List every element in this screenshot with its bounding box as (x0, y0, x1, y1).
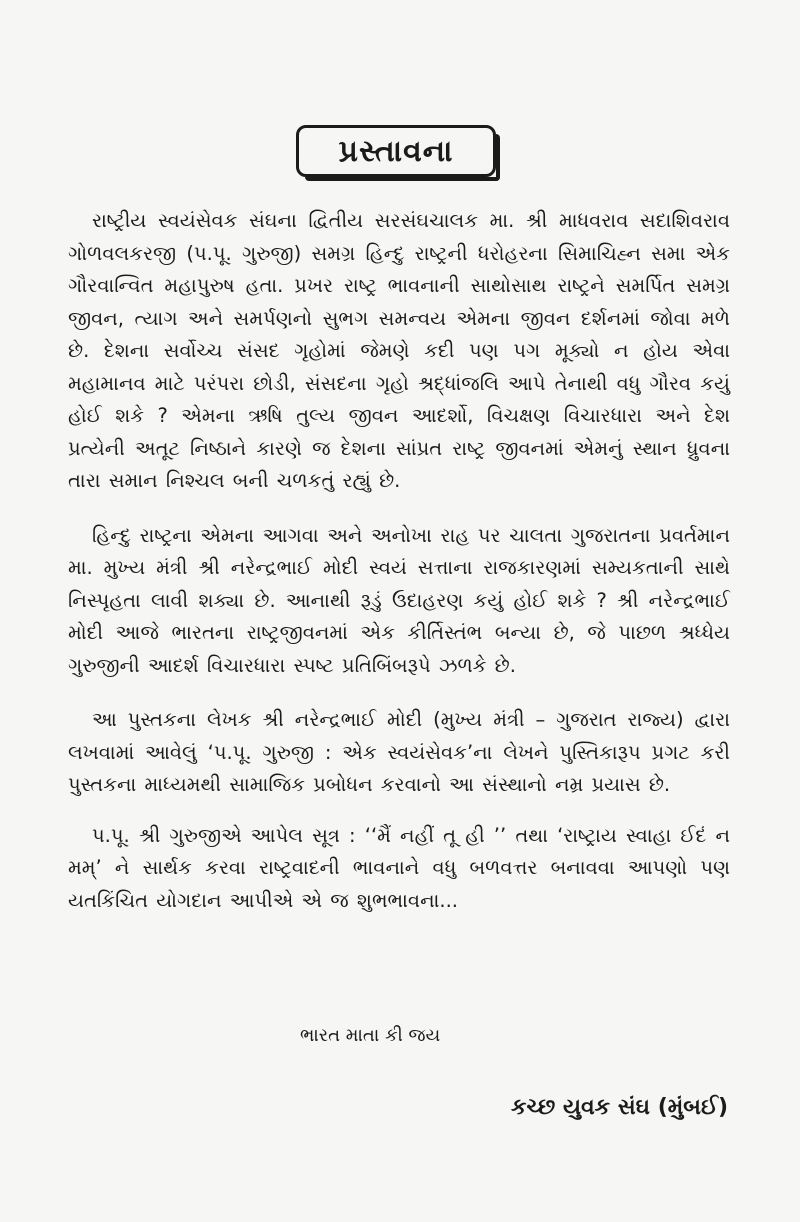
paragraph-2: હિન્દુ રાષ્ટ્રના એમના આગવા અને અનોખા રાહ પર ચાલતા ગુજરાતના પ્રવર્તમાન મા. મુખ્ય મંત્રી શ્રી નરેન્દ્રભાઈ મોદી સ્વયં સત્તાના રાજકારણમાં સમ્યકતાની સાથે નિસ્પૃહતા લાવી શક્યા છે. આનાથી રૂડું ઉદાહરણ કયું હોઈ શકે ? શ્રી નરેન્દ્રભાઈ મોદી આજે ભારતના રાષ્ટ્રજીવનમાં એક કીર્તિસ્તંભ બન્યા છે, જે પાછળ શ્રધ્ધેય ગુરુજીની આદર્શ વિચારધારા સ્પષ્ટ પ્રતિબિંબરૂપે ઝળકે છે. (68, 523, 730, 677)
title-box (296, 125, 496, 177)
paragraph-3: આ પુસ્તકના લેખક શ્રી નરેન્દ્રભાઈ મોદી (મુખ્ય મંત્રી – ગુજરાત રાજ્ય) દ્વારા લખવામાં આવેલું ‘પ.પૂ. ગુરુજી : એક સ્વયંસેવક’ના લેખને પુસ્તિકારૂપ પ્રગટ કરી પુસ્તકના માધ્યમથી સામાજિક પ્રબોધન કરવાનો આ સંસ્થાનો નમ્ર પ્રયાસ છે. (68, 708, 730, 796)
closing-salutation: ભારત માતા કી જય (300, 1025, 441, 1046)
page-title: પ્રસ્તાવના (338, 133, 454, 169)
paragraph-1: રાષ્ટ્રીય સ્વયંસેવક સંઘના દ્વિતીય સરસંઘચાલક મા. શ્રી માધવરાવ સદાશિવરાવ ગોળવલકરજી (પ.પૂ. ગુરુજી) સમગ્ર હિન્દુ રાષ્ટ્રની ધરોહરના સિમાચિહ્ન સમા એક ગૌરવાન્વિત મહાપુરુષ હતા. પ્રખર રાષ્ટ્ર ભાવનાની સાથોસાથ રાષ્ટ્રને સમર્પિત સમગ્ર જીવન, ત્યાગ અને સમર્પણનો સુભગ સમન્વય એમના જીવન દર્શનમાં જોવા મળે છે. દેશના સર્વોચ્ચ સંસદ ગૃહોમાં જેમણે કદી પણ પગ મૂક્યો ન હોય એવા મહામાનવ માટે પરંપરા છોડી, સંસદના ગૃહો શ્રદ્ધાંજલિ આપે તેનાથી વધુ ગૌરવ કયું હોઈ શકે ? એમના ઋષિ તુલ્ય જીવન આદર્શો, વિચક્ષણ વિચારધારા અને દેશ પ્રત્યેની અતૂટ નિષ્ઠાને કારણે જ દેશના સાંપ્રત રાષ્ટ્ર જીવનમાં એમનું સ્થાન ધ્રુવના તારા સમાન નિશ્ચલ બની ચળકતું રહ્યું છે. (68, 209, 730, 492)
paragraph-4: પ.પૂ. શ્રી ગુરુજીએ આપેલ સૂત્ર : ‘‘મૈં નહીં તૂ હી ’’ તથા ‘રાષ્ટ્રાય સ્વાહા ઈદં ન મમ્’ ને સાર્થક કરવા રાષ્ટ્રવાદની ભાવનાને વધુ બળવત્તર બનાવવા આપણો પણ યતકિંચિત યોગદાન આપીએ એ જ શુભભાવના... (68, 823, 730, 912)
document-body (68, 205, 730, 939)
signature: કચ્છ યુવક સંઘ (મુંબઈ) (510, 1095, 728, 1120)
